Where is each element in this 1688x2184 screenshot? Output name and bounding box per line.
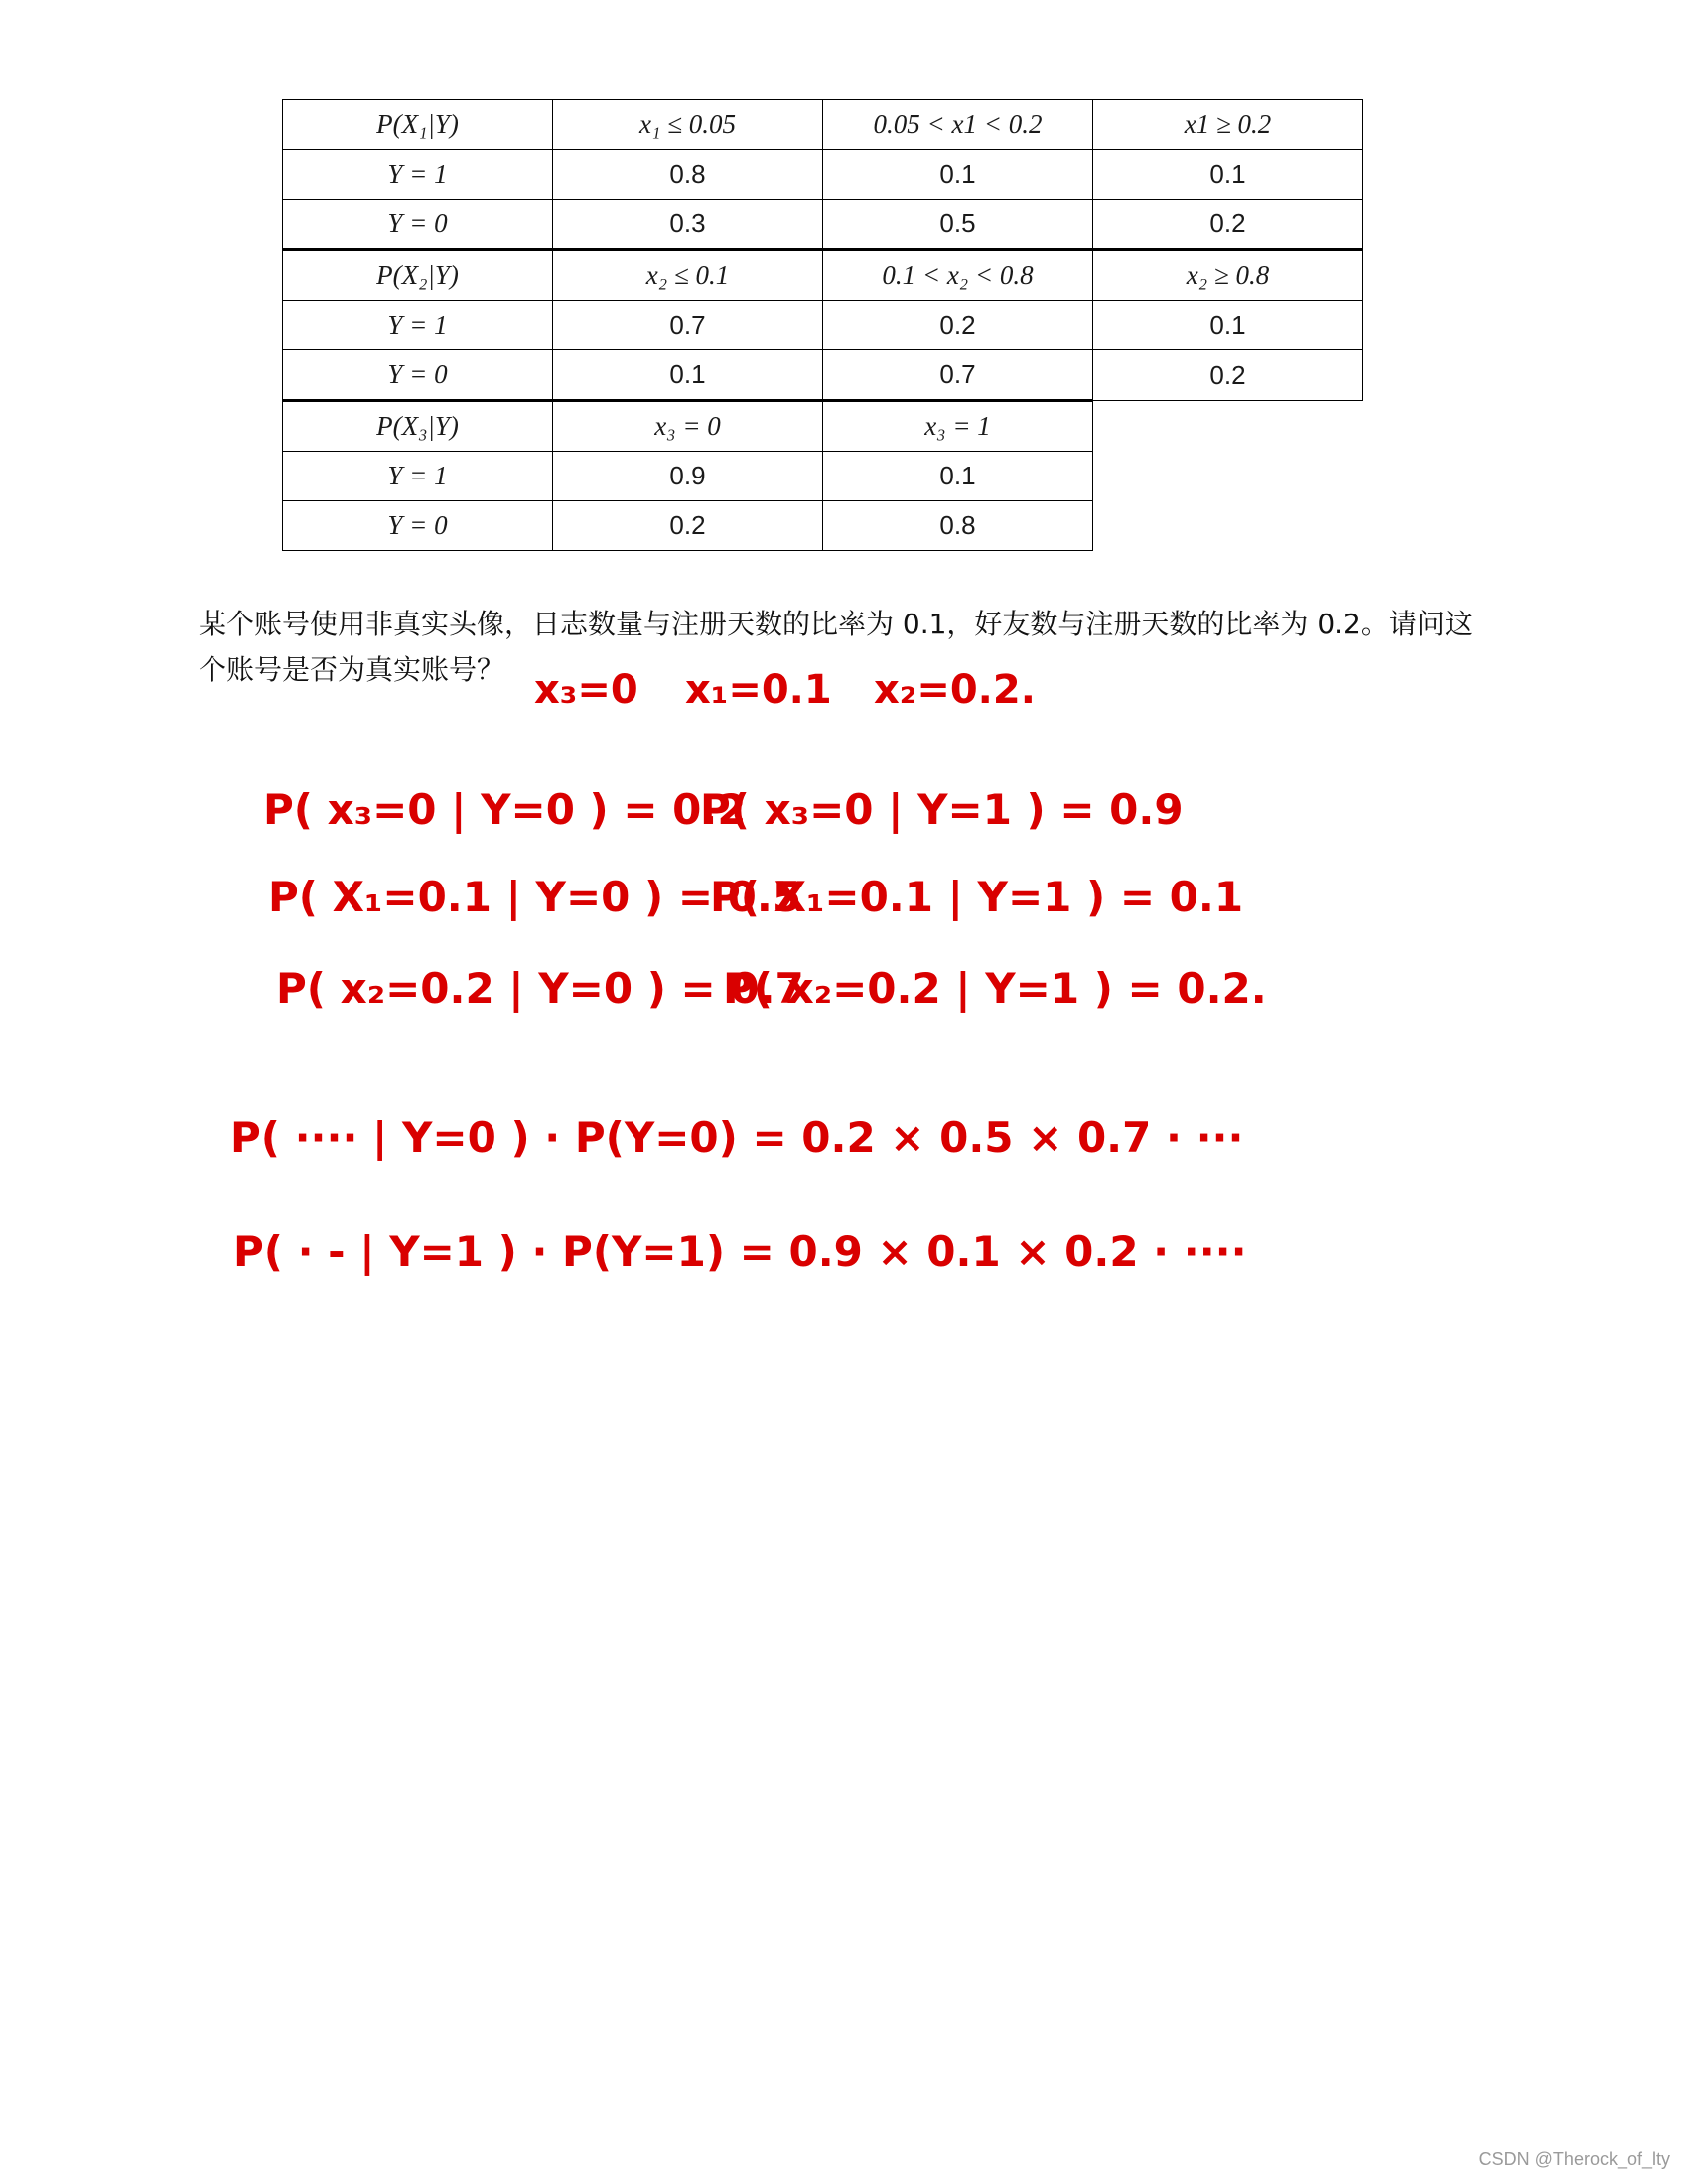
table-cell: 0.2 [823,301,1093,350]
header-cell: P(X₂|Y) [283,250,553,301]
header-cell: x₁ ≤ 0.05 [553,100,823,150]
table-cell: 0.9 [553,452,823,501]
table-cell: 0.3 [553,200,823,250]
table-cell: 0.2 [1093,350,1363,401]
table-cell: 0.8 [823,501,1093,551]
header-cell: x₃ = 1 [823,401,1093,452]
row-label: Y = 1 [283,301,553,350]
table-cell: 0.1 [553,350,823,401]
header-cell: P(X₁|Y) [283,100,553,150]
header-cell: x₂ ≥ 0.8 [1093,250,1363,301]
table-cell: 0.7 [823,350,1093,401]
eq-x1-given-y1: P( X₁=0.1 | Y=1 ) = 0.1 [710,873,1244,921]
question-line-2: 个账号是否为真实账号？ [199,653,505,686]
watermark: CSDN @Therock_of_lty [1478,2149,1670,2169]
eq-x2-given-y1: P( x₂=0.2 | Y=1 ) = 0.2. [723,964,1267,1013]
given-x2: x₂=0.2. [874,667,1036,713]
question-line-1: 某个账号使用非真实头像，日志数量与注册天数的比率为 0.1，好友数与注册天数的比率为 0.2。请问这 [199,608,1473,640]
eq-x3-given-y1: P( x₃=0 | Y=1 ) = 0.9 [700,785,1184,834]
header-cell: 0.05 < x1 < 0.2 [823,100,1093,150]
header-cell: x₂ ≤ 0.1 [553,250,823,301]
table-cell: 0.1 [823,452,1093,501]
row-label: Y = 0 [283,501,553,551]
header-cell: x₃ = 0 [553,401,823,452]
table-cell: 0.1 [1093,301,1363,350]
row-label: Y = 0 [283,200,553,250]
header-cell: x1 ≥ 0.2 [1093,100,1363,150]
header-cell: P(X₃|Y) [283,401,553,452]
table-cell: 0.5 [823,200,1093,250]
row-label: Y = 1 [283,150,553,200]
given-x1: x₁=0.1 [685,667,832,713]
table-cell: 0.7 [553,301,823,350]
product-y1: P( · - | Y=1 ) · P(Y=1) = 0.9 × 0.1 × 0.2 · ···· [233,1227,1247,1276]
table-cell: 0.1 [1093,150,1363,200]
eq-x2-given-y0: P( x₂=0.2 | Y=0 ) = 0.7 [276,964,804,1013]
row-label: Y = 1 [283,452,553,501]
eq-x3-given-y0: P( x₃=0 | Y=0 ) = 0.2 [263,785,747,834]
product-y0: P( ···· | Y=0 ) · P(Y=0) = 0.2 × 0.5 × 0.7 · ··· [230,1113,1244,1161]
row-label: Y = 0 [283,350,553,401]
table-cell: 0.2 [1093,200,1363,250]
table-cell: 0.8 [553,150,823,200]
given-x3: x₃=0 [534,667,638,713]
eq-x1-given-y0: P( X₁=0.1 | Y=0 ) = 0.5 [268,873,802,921]
table-cell: 0.1 [823,150,1093,200]
header-cell: 0.1 < x₂ < 0.8 [823,250,1093,301]
table-cell: 0.2 [553,501,823,551]
